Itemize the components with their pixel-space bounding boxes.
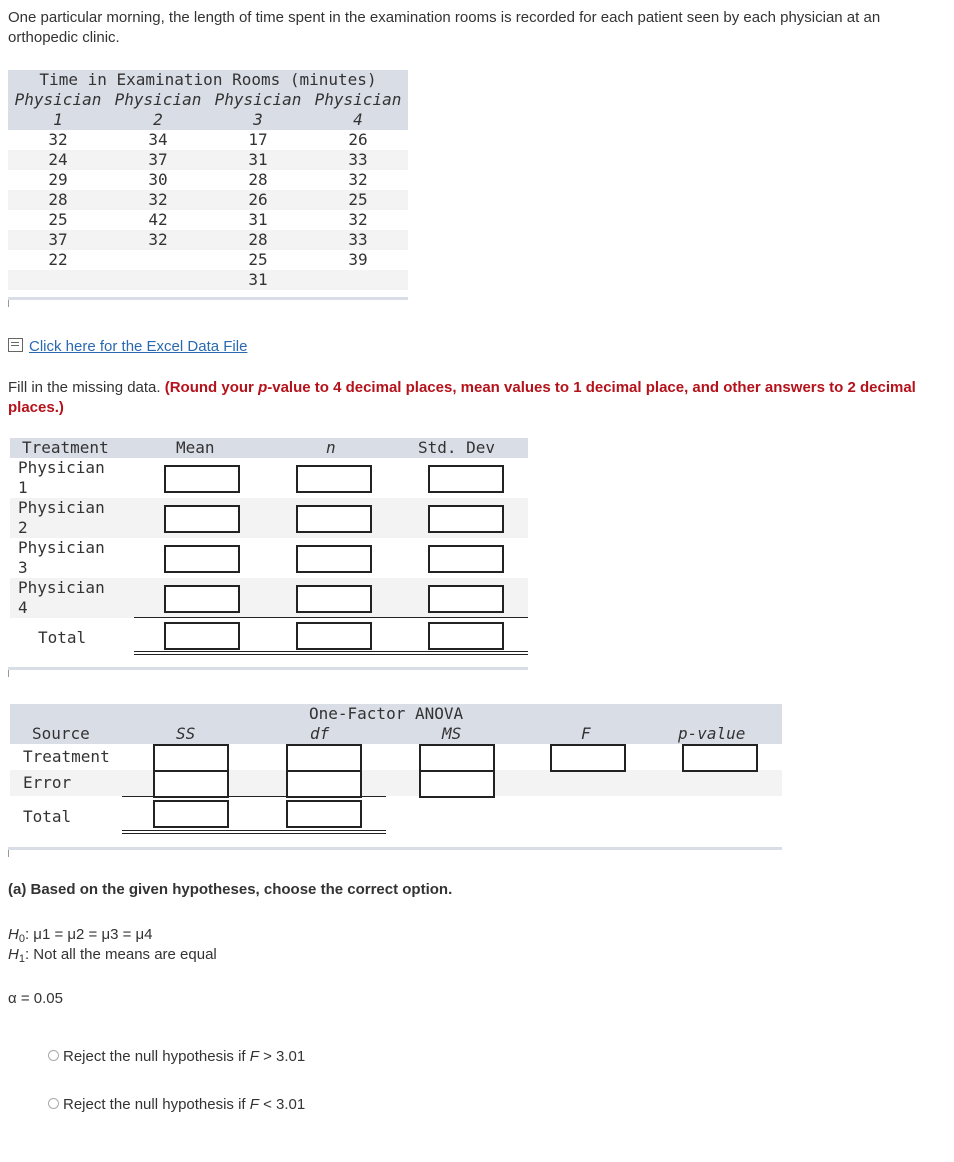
exam-time-table [8, 70, 408, 290]
table-cell: 28 [248, 230, 268, 249]
ms-header: MS [442, 724, 462, 743]
treatment-ms-input[interactable] [419, 744, 495, 772]
table-cell: 34 [148, 130, 168, 149]
summary-row-label: Physician 2 [18, 498, 105, 537]
table-cell: 37 [48, 230, 68, 249]
option-1-label[interactable]: Reject the null hypothesis if F > 3.01 [63, 1048, 306, 1065]
physician-2-sd-input[interactable] [428, 505, 504, 533]
table-row [8, 230, 408, 250]
table-cell: 32 [48, 130, 68, 149]
excel-data-link[interactable] [8, 338, 247, 355]
excel-link-text[interactable]: Click here for the Excel Data File [29, 338, 248, 355]
anova-bottom-rule [8, 846, 782, 850]
col-header-4: Physician [314, 90, 402, 109]
table-cell: 28 [48, 190, 68, 209]
table-cell: 37 [148, 150, 168, 169]
table-bottom-rule [8, 296, 408, 300]
summary-row-label: Physician 1 [18, 458, 105, 497]
mean-header: Mean [176, 438, 215, 457]
table-cell: 31 [248, 210, 268, 229]
anova-row-total: Total [23, 807, 72, 826]
anova-total-double-line [122, 830, 386, 831]
table-cell: 24 [48, 150, 68, 169]
physician-4-sd-input[interactable] [428, 585, 504, 613]
total-top-line [134, 617, 528, 618]
summary-row-label: Physician 4 [18, 578, 105, 617]
total-ss-input[interactable] [153, 800, 229, 828]
table-cell: 32 [148, 190, 168, 209]
anova-row-error: Error [23, 773, 72, 792]
table-cell: 25 [248, 250, 268, 269]
table-cell [108, 250, 208, 270]
rule-tick [8, 850, 9, 857]
table-row [8, 270, 408, 290]
total-double-line [134, 654, 528, 655]
anova-total-top-line [122, 796, 386, 797]
table-cell: 25 [48, 210, 68, 229]
table-cell: 39 [348, 250, 368, 269]
table-title: Time in Examination Rooms (minutes) [39, 70, 377, 89]
treatment-header: Treatment [22, 438, 109, 457]
column-headers [8, 90, 408, 110]
anova-alt-row [10, 770, 782, 796]
total-df-input[interactable] [286, 800, 362, 828]
col-header-3: Physician [214, 90, 302, 109]
table-cell: 33 [348, 230, 368, 249]
table-cell: 32 [348, 170, 368, 189]
treatment-df-input[interactable] [286, 744, 362, 772]
table-cell: 32 [148, 230, 168, 249]
p-value-header: p-value [678, 724, 746, 743]
option-2-radio[interactable] [48, 1098, 59, 1109]
anova-title: One-Factor ANOVA [309, 704, 464, 723]
total-label: Total [38, 628, 87, 647]
table-cell [308, 270, 408, 290]
physician-2-n-input[interactable] [296, 505, 372, 533]
problem-intro: One particular morning, the length of time spent in the examination rooms is recorded for each patient seen by each physician at an orthopedic clinic. [8, 9, 881, 46]
null-hypothesis: $H_0$: μ1 = μ2 = μ3 = μ4 [8, 926, 153, 945]
summary-row-label: Physician 3 [18, 538, 105, 577]
rule-tick [8, 300, 9, 307]
table-row [8, 250, 408, 270]
physician-1-sd-input[interactable] [428, 465, 504, 493]
source-header: Source [32, 724, 90, 743]
option-1-radio[interactable] [48, 1050, 59, 1061]
col-header-2: Physician [114, 90, 202, 109]
summary-bottom-rule [8, 666, 528, 670]
col-header-1: Physician [14, 90, 102, 109]
df-header: df [310, 724, 330, 743]
physician-3-n-input[interactable] [296, 545, 372, 573]
p-value-input[interactable] [682, 744, 758, 772]
fill-text: Fill in the missing data. [8, 379, 165, 396]
error-ss-input[interactable] [153, 770, 229, 798]
part-a-text: (a) Based on the given hypotheses, choose the correct option. [8, 881, 453, 898]
rounding-note: (Round your p-value to 4 decimal places, mean values to 1 decimal place, and other answers to 2 decimal places.) [8, 379, 916, 416]
n-header: n [326, 438, 336, 457]
table-row [8, 130, 408, 150]
total-sd-input[interactable] [428, 622, 504, 650]
col-number: 2 [153, 110, 163, 129]
sd-header: Std. Dev [418, 438, 496, 457]
table-cell: 29 [48, 170, 68, 189]
physician-1-mean-input[interactable] [164, 465, 240, 493]
physician-2-mean-input[interactable] [164, 505, 240, 533]
total-double-line [134, 651, 528, 652]
table-cell: 32 [348, 210, 368, 229]
col-number: 4 [353, 110, 363, 129]
total-n-input[interactable] [296, 622, 372, 650]
treatment-ss-input[interactable] [153, 744, 229, 772]
table-cell: 31 [248, 270, 268, 289]
physician-4-n-input[interactable] [296, 585, 372, 613]
physician-4-mean-input[interactable] [164, 585, 240, 613]
table-cell: 26 [248, 190, 268, 209]
table-row [8, 210, 408, 230]
table-cell: 25 [348, 190, 368, 209]
alpha-level: α = 0.05 [8, 990, 63, 1007]
file-icon [8, 338, 23, 352]
col-number: 1 [53, 110, 63, 129]
instructions [8, 378, 948, 418]
f-header: F [581, 724, 591, 743]
alt-hypothesis: $H_1$: Not all the means are equal [8, 946, 217, 965]
table-cell: 17 [248, 130, 268, 149]
table-row [8, 190, 408, 210]
option-2-label[interactable]: Reject the null hypothesis if F < 3.01 [63, 1096, 306, 1113]
part-a-prompt [8, 881, 452, 898]
total-mean-input[interactable] [164, 622, 240, 650]
table-cell: 31 [248, 150, 268, 169]
table-cell: 33 [348, 150, 368, 169]
error-ms-input[interactable] [419, 770, 495, 798]
table-cell: 30 [148, 170, 168, 189]
column-numbers [8, 110, 408, 130]
table-cell [108, 270, 208, 290]
table-cell [8, 270, 108, 290]
table-row [8, 150, 408, 170]
anova-row-treatment: Treatment [23, 747, 110, 766]
rule-tick [8, 670, 9, 677]
anova-total-double-line [122, 833, 386, 834]
f-input[interactable] [550, 744, 626, 772]
ss-header: SS [176, 724, 196, 743]
col-number: 3 [253, 110, 263, 129]
physician-1-n-input[interactable] [296, 465, 372, 493]
table-row [8, 170, 408, 190]
table-cell: 22 [48, 250, 68, 269]
table-cell: 26 [348, 130, 368, 149]
table-cell: 28 [248, 170, 268, 189]
physician-3-sd-input[interactable] [428, 545, 504, 573]
physician-3-mean-input[interactable] [164, 545, 240, 573]
table-cell: 42 [148, 210, 168, 229]
error-df-input[interactable] [286, 770, 362, 798]
